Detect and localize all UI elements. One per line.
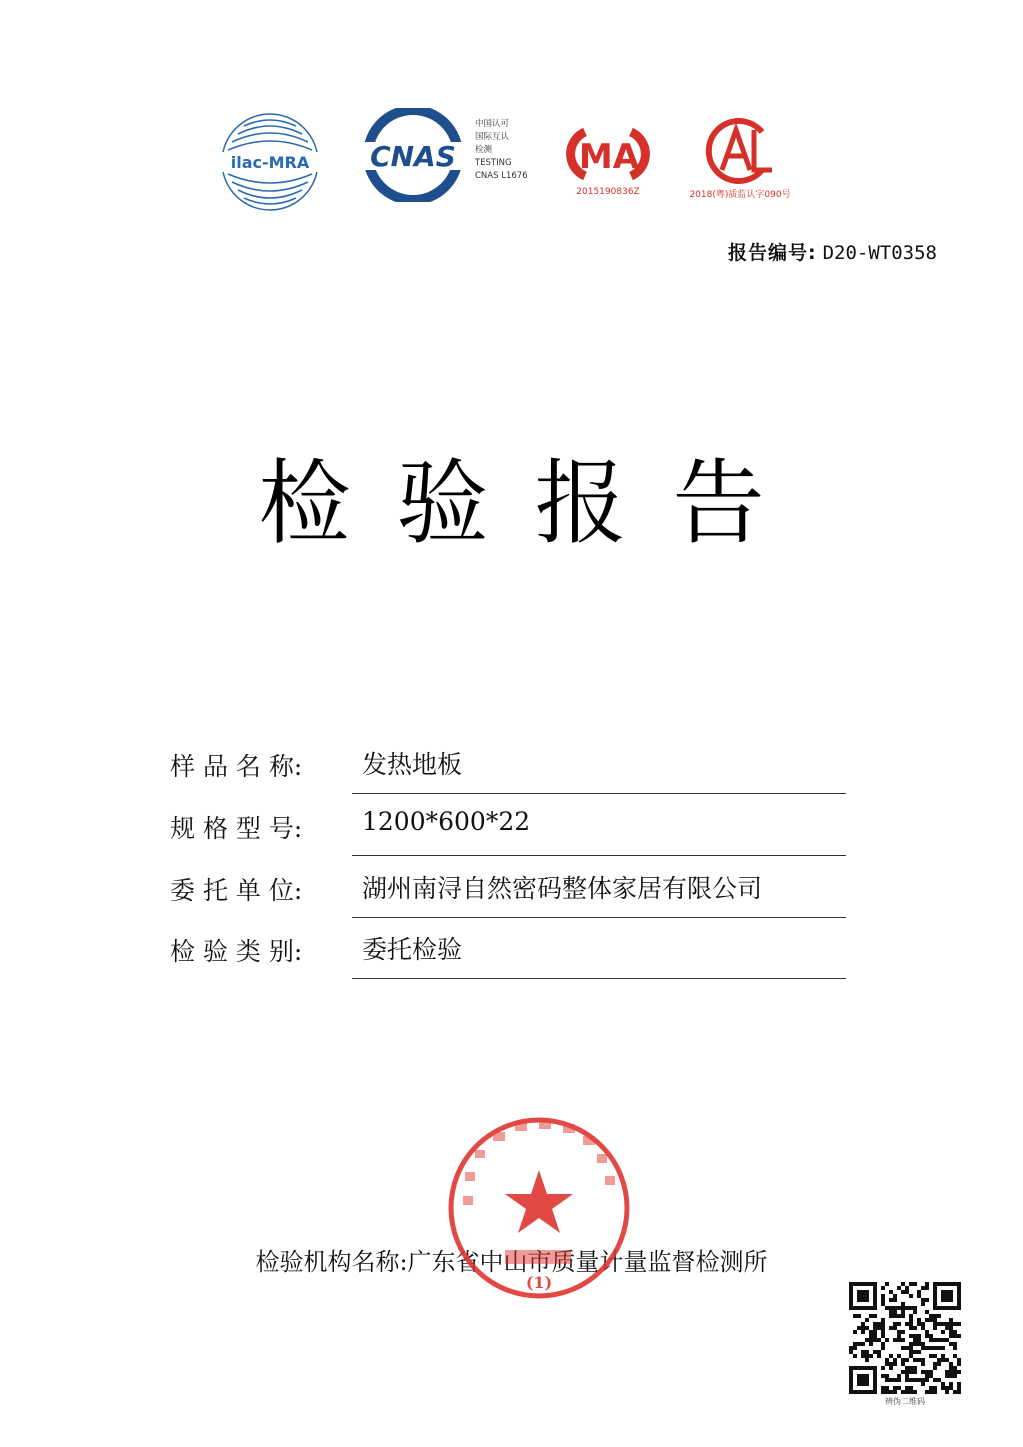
field-label: 委 托 单 位: [170,876,303,905]
report-number-value: D20-WT0358 [822,242,937,264]
cnas-line: 中国认可 [475,119,510,129]
cnas-line: CNAS L1676 [475,171,528,181]
ilac-mra-logo [218,112,322,212]
field-value: 委托检验 [362,935,463,964]
cal-number: 2018(粤)质监认字090号 [689,190,791,200]
org-value: 广东省中山市质量计量监督检测所 [407,1248,768,1276]
cnas-line: 国际互认 [475,132,510,142]
field-underline [352,793,846,794]
cnas-line: 检测 [475,145,493,155]
field-row-sample-name [170,733,846,794]
svg-text:ilac-MRA: ilac-MRA [230,153,310,172]
cma-logo [563,124,653,184]
seal-number: (1) [525,1273,553,1292]
field-row-model [170,795,846,856]
cal-logo [696,118,778,184]
field-label: 检 验 类 别: [170,937,303,966]
cma-number: 2015190836Z [576,187,640,197]
field-label: 样 品 名 称: [170,752,303,781]
cnas-logo [354,108,472,202]
field-underline [352,978,846,979]
official-seal [445,1110,633,1316]
field-row-inspection-type [170,918,846,979]
field-value: 1200*600*22 [362,807,531,836]
field-underline [352,855,846,856]
anti-counterfeit-qr-code[interactable] [849,1282,961,1394]
svg-text:CAL: CAL [696,118,699,119]
field-value: 发热地板 [362,750,463,779]
field-row-client [170,857,846,918]
qr-caption: 辨伪二维码 [885,1397,925,1406]
field-value: 湖州南浔自然密码整体家居有限公司 [362,874,763,903]
field-label: 规 格 型 号: [170,814,303,843]
org-label: 检验机构名称: [255,1248,408,1276]
svg-text:CNAS: CNAS [370,140,456,173]
cnas-line: TESTING [475,158,512,168]
page-title: 检验报告 [258,450,811,557]
cnas-caption [475,118,528,183]
svg-text:MA: MA [578,137,640,177]
report-number-label: 报告编号: [727,242,817,264]
report-number [728,238,937,265]
